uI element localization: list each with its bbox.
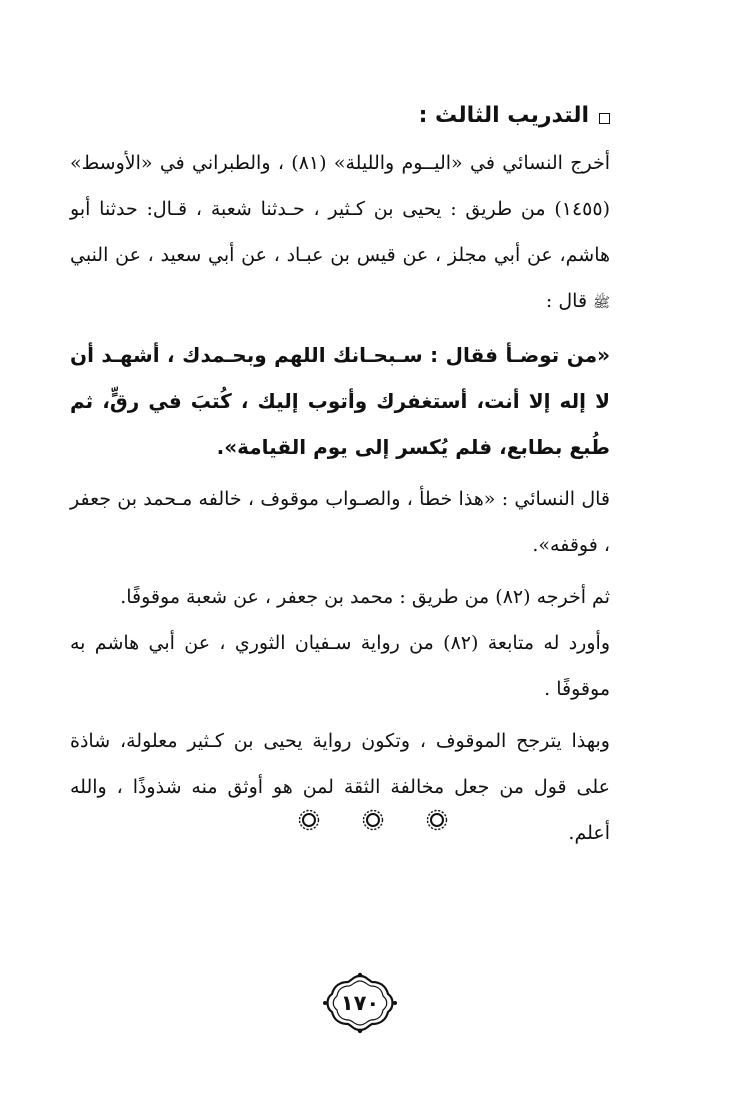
flower-ornament-icon bbox=[425, 808, 449, 832]
paragraph-source-end: قال : bbox=[545, 290, 588, 312]
page-number-badge bbox=[320, 970, 400, 1036]
flower-ornament-icon bbox=[297, 808, 321, 832]
paragraph-conclusion: وبهذا يترجح الموقوف ، وتكون رواية يحيى بن كـثير معلولة، شاذة على قول من جعل مخالفة الثقة لمن هو أوثق منه شذوذًا ، والله أعلم. bbox=[70, 730, 610, 844]
paragraph-corroboration: وأورد له متابعة (٨٢) من رواية سـفيان الثوري ، عن أبي هاشم به موقوفًا . bbox=[70, 632, 610, 700]
paragraph-nasai-comment: قال النسائي : «هذا خطأ ، والصـواب موقوف ، خالفه مـحمد بن جعفر ، فوقفه». bbox=[70, 488, 610, 556]
page-number: ١٧٠ bbox=[340, 991, 380, 1015]
page-content bbox=[70, 92, 610, 856]
hadith-text: «من توضـأ فقال : سـبحـانك اللهم وبحـمدك ، أشهـد أن لا إله إلا أنت، أستغفرك وأتوب إليك ، كُتبَ في رقٍّ، ثم طُبع بطابع، فلم يُكسر إلى يوم القيامة». bbox=[70, 343, 610, 459]
paragraph-source bbox=[70, 140, 610, 326]
flower-ornament-icon bbox=[361, 808, 385, 832]
salutation-symbol: ﷺ bbox=[593, 295, 610, 311]
paragraph-source-text: أخرج النسائي في «اليــوم والليلة» (٨١) ، والطبراني في «الأوسط» (١٤٥٥) من طريق : يحيى بن كـثير ، حـدثنا شعبة ، قـال: حدثنا أبو هاشم، عن أبي مجلز ، عن قيس بن عبـاد ، عن أبي سعيد ، عن النبي bbox=[70, 152, 610, 266]
section-divider bbox=[0, 808, 745, 832]
paragraph-second-route: ثم أخرجه (٨٢) من طريق : محمد بن جعفر ، عن شعبة موقوفًا. bbox=[120, 586, 610, 608]
square-bullet-icon bbox=[599, 113, 610, 124]
section-heading bbox=[70, 92, 610, 140]
section-title: التدريب الثالث : bbox=[418, 103, 589, 128]
